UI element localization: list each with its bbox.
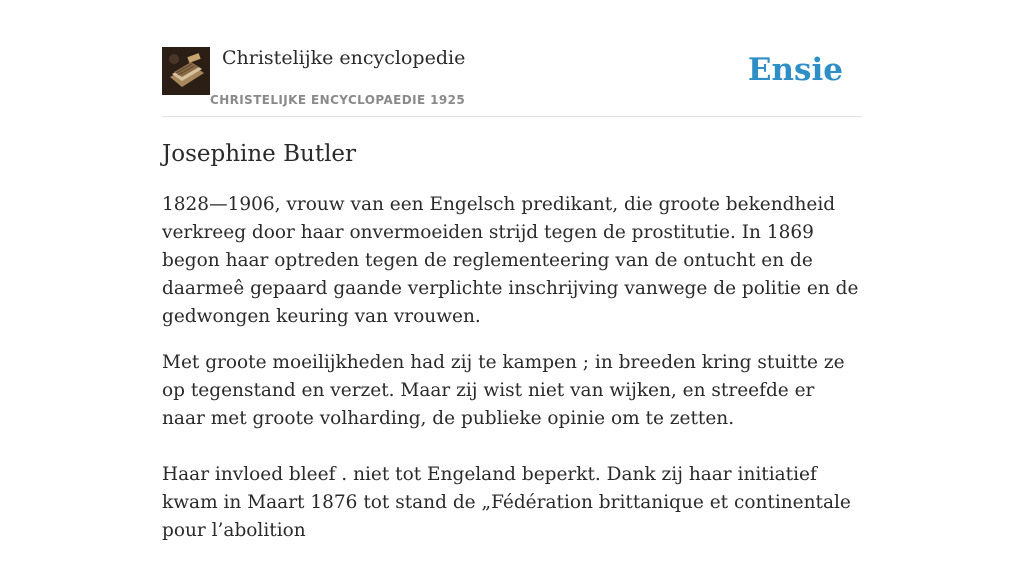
article-paragraph: Haar invloed bleef . niet tot Engeland beperkt. Dank zij haar initiatief kwam in Maart 1876 tot stand de „Fédération brittanique et continentale pour l’abolition (162, 464, 851, 541)
article (162, 138, 862, 563)
article-paragraph: Met groote moeilijkheden had zij te kampen ; in breeden kring stuitte ze op tegenstand en verzet. Maar zij wist niet van wijken, en streefde er naar met groote volharding, de publieke opinie om te zetten. (162, 352, 845, 429)
article-title: Josephine Butler (162, 141, 357, 167)
article-paragraph: 1828—1906, vrouw van een Engelsch predikant, die groote bekendheid verkreeg door haar onvermoeiden strijd tegen de prostitutie. In 1869 begon haar optreden tegen de reglementeering van de ontucht en de daarmeê gepaard gaande verplichte inschrijving vanwege de politie en de gedwongen keuring van vrouwen. (162, 194, 859, 327)
site-header (162, 46, 862, 117)
brand-logo[interactable]: Ensie (747, 52, 843, 88)
site-subtitle[interactable]: CHRISTELIJKE ENCYCLOPAEDIE 1925 (210, 93, 466, 107)
avatar[interactable] (162, 47, 210, 95)
site-title[interactable]: Christelijke encyclopedie (222, 47, 466, 69)
book-icon (162, 47, 210, 95)
